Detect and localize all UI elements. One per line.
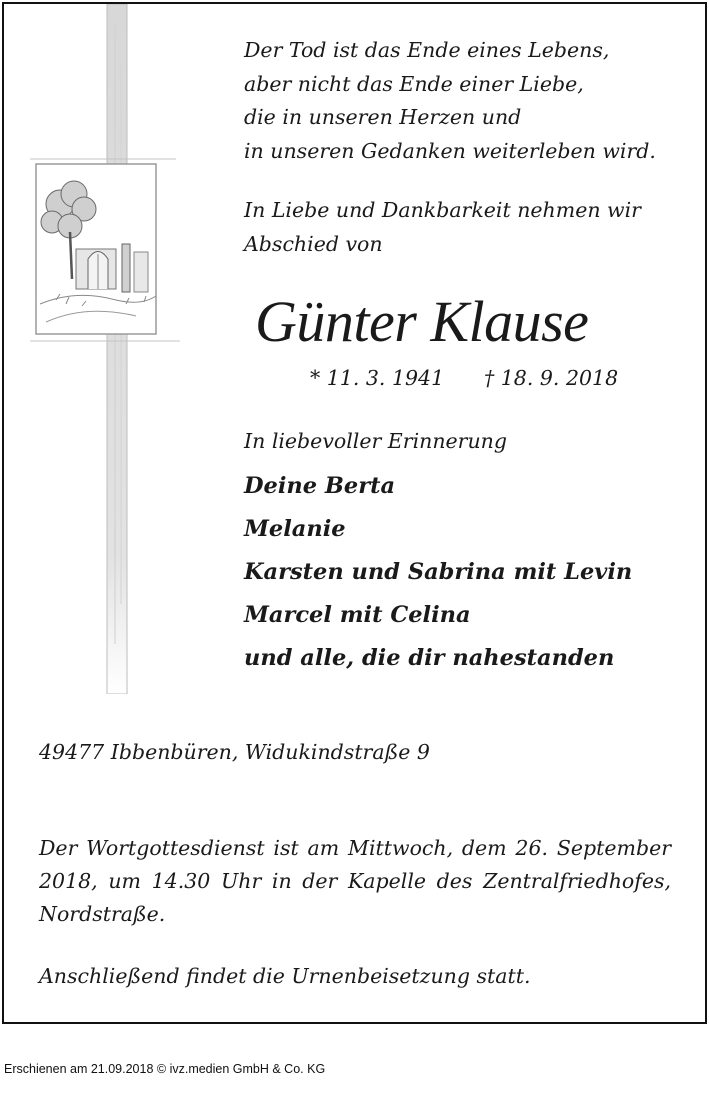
intro-line: Abschied von [244,231,383,256]
mourner: Deine Berta [244,473,396,499]
cross-landscape-illustration [26,4,186,694]
address: 49477 Ibbenbüren, Widukindstraße 9 [39,740,430,764]
poem-line: aber nicht das Ende einer Liebe, [244,71,584,96]
poem-line: in unseren Gedanken weiterleben wird. [244,138,656,163]
mourner: Marcel mit Celina [244,602,471,628]
birth-date: * 11. 3. 1941 [310,366,445,390]
intro-text [244,194,641,261]
intro-line: In Liebe und Dankbarkeit nehmen wir [244,198,641,222]
mourner: Melanie [244,516,346,542]
deceased-name: Günter Klause [255,289,589,354]
death-date: † 18. 9. 2018 [484,366,619,390]
mourner: und alle, die dir nahestanden [244,645,615,671]
poem-line: Der Tod ist das Ende eines Lebens, [244,38,610,62]
burial-info: Anschließend findet die Urnenbeisetzung statt. [39,964,531,988]
service-info: Der Wortgottesdienst ist am Mittwoch, dem 26. September 2018, um 14.30 Uhr in der Kapelle des Zentralfriedhofes, Nordstraße. [39,836,671,926]
mourners-list [244,465,632,680]
mourner: Karsten und Sabrina mit Levin [244,559,633,585]
poem-line: die in unseren Herzen und [244,105,522,129]
poem [244,34,656,168]
publication-footer: Erschienen am 21.09.2018 © ivz.medien GmbH & Co. KG [4,1062,326,1076]
memory-line: In liebevoller Erinnerung [244,429,507,453]
